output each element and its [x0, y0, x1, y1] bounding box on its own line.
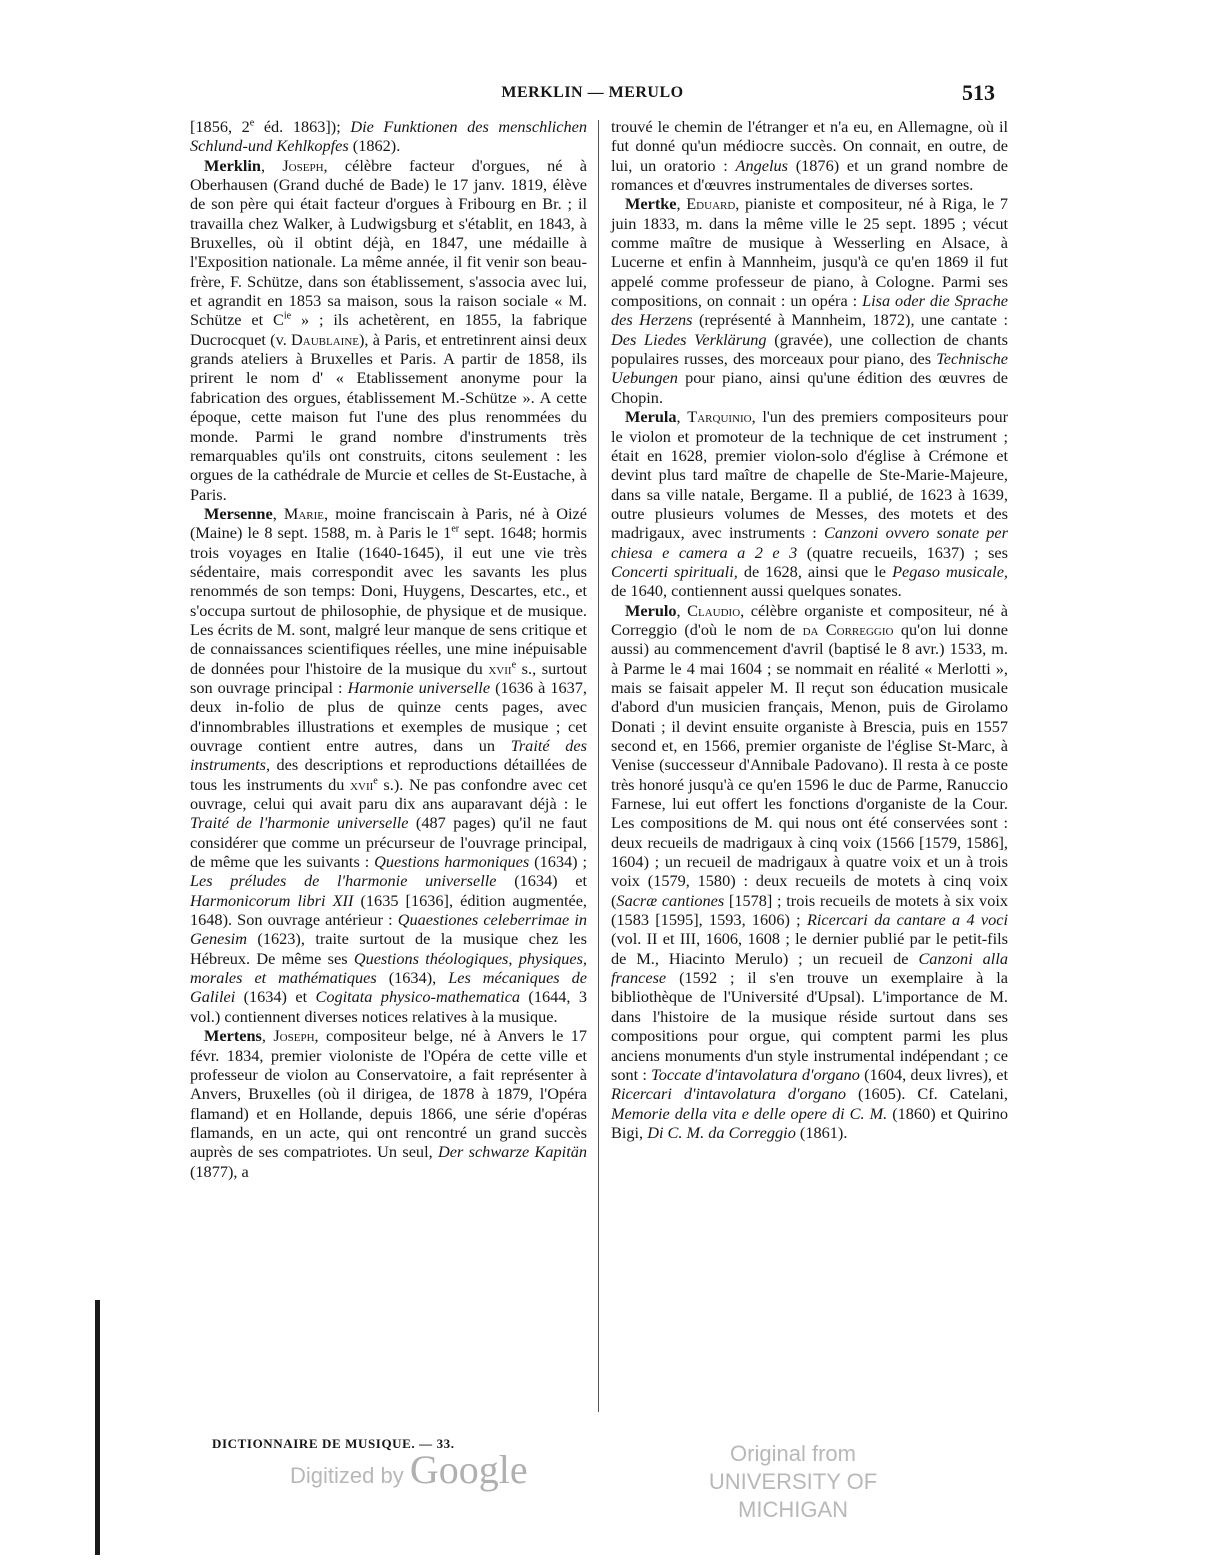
work-title: Les préludes de l'harmonie universelle — [190, 871, 497, 891]
headword: Merulo — [625, 600, 677, 620]
text-run: , l'un des premiers compositeurs pour le violon et promoteur de la technique de cet instrument ; était en 1628, premier violon-solo d'église à Crémone et devint plus tard maître de chapelle de Ste-Marie-Majeure, dans sa ville natale, Bergame. Il a publié, de 1623 à 1639, outre plusieurs volumes de Messes, des motets et des madrigaux, avec instruments : — [611, 407, 1009, 543]
text-run: [1856, 2 — [190, 117, 250, 136]
superscript: e — [249, 117, 255, 129]
superscript: ie — [283, 311, 292, 323]
superscript: e — [511, 659, 517, 671]
footer-signature: DICTIONNAIRE DE MUSIQUE. — 33. — [212, 1436, 455, 1451]
text-run: (1623), traite surtout de la musique chez les Hébreux. De même ses — [190, 929, 587, 968]
small-caps-name: Tarquinio — [687, 407, 752, 427]
work-title: Toccate d'intavolatura d'organo — [651, 1064, 860, 1084]
work-title: Memorie della vita e delle opere di C. M. — [611, 1103, 888, 1123]
text-run: (1592 ; il s'en trouve un exemplaire à la bibliothèque de l'Université d'Upsal). L'importance de M. dans l'histoire de la musique réside surtout dans ses compositions pour orgue, qui comptent parmi les plus anciens monuments d'un style instrumental indépendant ; ce sont : — [611, 968, 1008, 1084]
dictionary-entry — [190, 156, 587, 504]
text-run: (quatre recueils, 1637) ; ses — [797, 542, 1008, 562]
origin-watermark — [668, 1440, 918, 1524]
small-caps-name: Eduard — [686, 194, 736, 214]
running-header — [190, 80, 995, 110]
work-title: Canzoni alla francese — [611, 948, 1008, 988]
text-run: , compositeur belge, né à Anvers le 17 févr. 1834, premier violoniste de l'Opéra de cette ville et professeur de violon au Conservatoire, a fait représenter à Anvers, Bruxelles (où il dirigea, de 1878 à 1879, l'Opéra flamand) et en Hollande, depuis 1866, une série d'opéras flamands, en un acte, qui ont rencontré un grand succès auprès de ses compatriotes. Un seul, — [190, 1026, 588, 1162]
digitized-by-label: Digitized by — [290, 1463, 404, 1488]
work-title: Traité des instruments, — [190, 736, 587, 775]
text-run: (1644, 3 vol.) contiennent diverses notices relatives à la musique. — [190, 987, 587, 1026]
text-run: de 1628, ainsi que le — [737, 561, 893, 581]
right-column — [611, 117, 1008, 1142]
work-title: Ricercari d'intavolatura d'organo — [611, 1084, 846, 1104]
work-title: Canzoni ovvero sonate per chiesa e camera a 2 e 3 — [611, 523, 1008, 562]
headword: Merula — [625, 407, 677, 427]
text-run: (1636 à 1637, deux in-folio de plus de quinze cents pages, avec d'innombrables illustrations et exemples de musique ; cet ouvrage contient entre autres, dans un — [190, 677, 587, 755]
page-number: 513 — [962, 80, 995, 105]
continuation-paragraph — [190, 117, 587, 156]
university-label: UNIVERSITY OF MICHIGAN — [708, 1469, 878, 1522]
text-run: qu'on lui donne aussi) au commencement d'avril (baptisé le 8 avr.) 1533, m. à Parme le 4 mai 1604 ; se nommait en réalité « Merlotti », mais se faisait appeler M. Il reçut son éducation musicale d'abord d'un musicien français, Menon, puis de Girolamo Donati ; il devint ensuite organiste à Brescia, puis en 1557 second et, en 1566, premier organiste de l'église St-Marc, à Venise (successeur d'Annibale Padovano). Il resta à ce poste très honoré jusqu'à ce qu'en 1596 le duc de Parme, Ranuccio Farnese, lui eut offert les fonctions d'organiste de la Cour. Les compositions de M. qui nous ont été conservées sont : deux recueils de madrigaux à cinq voix (1566 [1579, 1586], 1604) ; un recueil de madrigaux à quatre voix et un à trois voix (1579, 1580) : deux recueils de motets à cinq voix ( — [611, 619, 1008, 910]
left-column — [190, 117, 587, 1181]
small-caps-name: Daublaine — [291, 329, 359, 349]
work-title: Die Funktionen des menschlichen Schlund-und Kehlkopfes — [190, 117, 587, 156]
text-run: (1860) et Quirino Bigi, — [611, 1103, 1008, 1142]
text-run: , — [676, 194, 687, 214]
text-run: (1862). — [348, 136, 401, 156]
work-title: Questions théologiques, physiques, morales et mathématiques — [190, 948, 587, 988]
text-run: » ; ils achetèrent, en 1855, la fabrique Ducrocquet (v. — [190, 310, 587, 349]
work-title: Concerti spirituali, — [611, 561, 738, 581]
work-title: Lisa oder die Sprache des Herzens — [611, 291, 1008, 330]
work-title: Angelus — [735, 155, 788, 175]
headword: Mertke — [625, 194, 677, 214]
superscript: e — [373, 775, 378, 787]
work-title: Der schwarze Kapitän — [437, 1142, 587, 1162]
work-title: Traité de l'harmonie universelle — [190, 813, 409, 833]
text-run: , célèbre facteur d'orgues, né à Oberhausen (Grand duché de Bade) le 17 janv. 1819, élève de son père qui était facteur d'orgues à Fribourg en Br. ; il travailla chez Walker, à Ludwigsburg et s'établit, en 1843, à Bruxelles, où il obtint déjà, en 1847, une médaille à l'Exposition nationale. La même année, il fit venir son beau-frère, F. Schütze, dans son établissement, s'associa avec lui, et agrandit en 1853 sa maison, sous la raison sociale « M. Schütze et C — [190, 155, 588, 330]
continuation-paragraph — [611, 117, 1008, 194]
text-run: trouvé le chemin de l'étranger et n'a eu, en Allemagne, où il fut donné qu'un médiocre succès. On connait, en outre, de lui, un oratorio : — [611, 117, 1008, 175]
small-caps-name: Joseph — [273, 1026, 315, 1046]
small-caps-name: Claudio — [687, 600, 741, 620]
text-run: , célèbre organiste et compositeur, né à Correggio (d'où le nom de — [611, 600, 1008, 639]
text-run: de 1640, contiennent aussi quelques sonates. — [611, 581, 902, 601]
text-run: ), à Paris, et entretinrent ainsi deux grands ateliers à Bruxelles et Paris. A partir de 1858, ils prirent le nom d' « Etablissement anonyme pour la fabrication des orgues, établissement M.-Schütze ». A cette époque, cette maison fut l'une des plus renommées du monde. Parmi le grand nombre d'instruments très remarquables qu'ils ont construits, citons seulement : les orgues de la cathédrale de Murcie et celles de St-Eustache, à Paris. — [190, 329, 587, 504]
text-run: , — [260, 155, 283, 175]
small-caps-name: Marie — [283, 503, 325, 523]
headword: Mersenne — [204, 503, 273, 523]
dictionary-entry — [611, 194, 1008, 407]
text-run: (487 pages) qu'il ne faut considérer que comme un précurseur de l'ouvrage principal, de même que les suivants : — [190, 813, 587, 872]
text-run: pour piano, ainsi qu'une édition des œuvres de Chopin. — [611, 368, 1008, 407]
work-title: Harmonicorum libri XII — [190, 890, 354, 910]
text-run: (représenté à Mannheim, 1872), une cantate : — [692, 310, 1008, 330]
text-run: [1578] ; trois recueils de motets à six voix (1583 [1595], 1593, 1606) ; — [611, 890, 1009, 930]
dictionary-entry — [611, 407, 1008, 600]
text-run: , moine franciscain à Paris, né à Oizé (Maine) le 8 sept. 1588, m. à Paris le 1 — [190, 503, 588, 543]
text-run: des descriptions et reproductions détaillées de tous les instruments du — [190, 755, 587, 794]
small-caps-name: xvii — [350, 774, 374, 794]
text-run: (1634), — [376, 968, 449, 988]
text-run: sept. 1648; hormis trois voyages en Italie (1640-1645), il eut une vie très sédentaire, mais correspondit avec les savants les plus renommés de son temps: Doni, Huygens, Descartes, etc., et s'occupa surtout de philosophie, de physique et de musique. Les écrits de M. sont, malgré leur manque de sens critique et de connaissances scientifiques réelles, une mine inépuisable de données pour l'histoire de la musique du — [190, 523, 587, 678]
work-title: Pegaso musicale, — [892, 561, 1008, 581]
text-run: (1634) ; — [529, 852, 588, 872]
dictionary-entry — [190, 1026, 587, 1181]
work-title: Ricercari da cantare a 4 voci — [806, 910, 1008, 930]
column-divider — [598, 120, 599, 1412]
text-run: (1877), a — [190, 1161, 249, 1181]
text-run: (gravée), une collection de chants populaires russes, des morceaux pour piano, des — [611, 329, 1009, 369]
dictionary-entry — [611, 601, 1008, 1143]
google-logo: Google — [409, 1447, 528, 1492]
work-title: Cogitata physico-mathematica — [315, 987, 521, 1007]
text-run: (1634) et — [496, 871, 587, 891]
work-title: Quaestiones celeberrimae in Genesim — [190, 910, 587, 949]
text-run: , — [676, 407, 688, 427]
work-title: Technische Uebungen — [611, 349, 1008, 388]
text-run: (1876) et un grand nombre de romances et d'œuvres instrumentales de diverses sortes. — [611, 155, 1009, 195]
text-run: (1604, deux livres), et — [859, 1064, 1008, 1084]
work-title: Sacræ cantiones — [616, 890, 725, 910]
superscript: er — [451, 523, 460, 535]
text-run: (1634) et — [235, 987, 316, 1007]
text-run: éd. 1863]); — [254, 117, 351, 136]
text-run: (1861). — [795, 1122, 848, 1142]
scan-edge-mark — [95, 1300, 100, 1555]
small-caps-name: da Correggio — [802, 619, 894, 639]
text-run: , — [272, 503, 284, 523]
text-run: , — [261, 1026, 274, 1046]
work-title: Di C. M. da Correggio — [647, 1122, 796, 1142]
headword: Merklin — [204, 155, 261, 175]
text-run: (1635 [1636], édition augmentée, 1648). Son ouvrage antérieur : — [190, 890, 588, 930]
work-title: Harmonie universelle — [347, 677, 491, 697]
text-run: s., surtout son ouvrage principal : — [190, 658, 587, 697]
headword: Mertens — [204, 1026, 262, 1046]
text-run: , — [676, 600, 688, 620]
dictionary-entry — [190, 504, 587, 1026]
small-caps-name: xvii — [488, 658, 512, 678]
text-run: (vol. II et III, 1606, 1608 ; le dernier publié par le petit-fils de M., Hiacinto Merulo) ; un recueil de — [611, 929, 1008, 968]
text-run: (1605). Cf. Catelani, — [845, 1084, 1009, 1104]
work-title: Questions harmoniques — [374, 852, 530, 872]
text-run: , pianiste et compositeur, né à Riga, le 7 juin 1833, m. dans la même ville le 25 sept. 1895 ; vécut comme maître de musique à Wesserling en Alsace, à Lucerne et enfin à Mannheim, jusqu'à ce qu'en 1869 il fut appelé comme professeur de piano, à Cologne. Parmi ses compositions, on connait : un opéra : — [611, 194, 1008, 311]
digitized-watermark — [290, 1446, 528, 1493]
work-title: Des Liedes Verklärung — [611, 329, 767, 349]
work-title: Les mécaniques de Galilei — [190, 968, 587, 1007]
running-title: MERKLIN — MERULO — [501, 84, 684, 101]
original-from-label: Original from — [730, 1441, 856, 1466]
small-caps-name: Joseph — [282, 155, 324, 175]
text-run: s.). Ne pas confondre avec cet ouvrage, celui qui avait paru dix ans auparavant déjà : le — [190, 774, 587, 814]
